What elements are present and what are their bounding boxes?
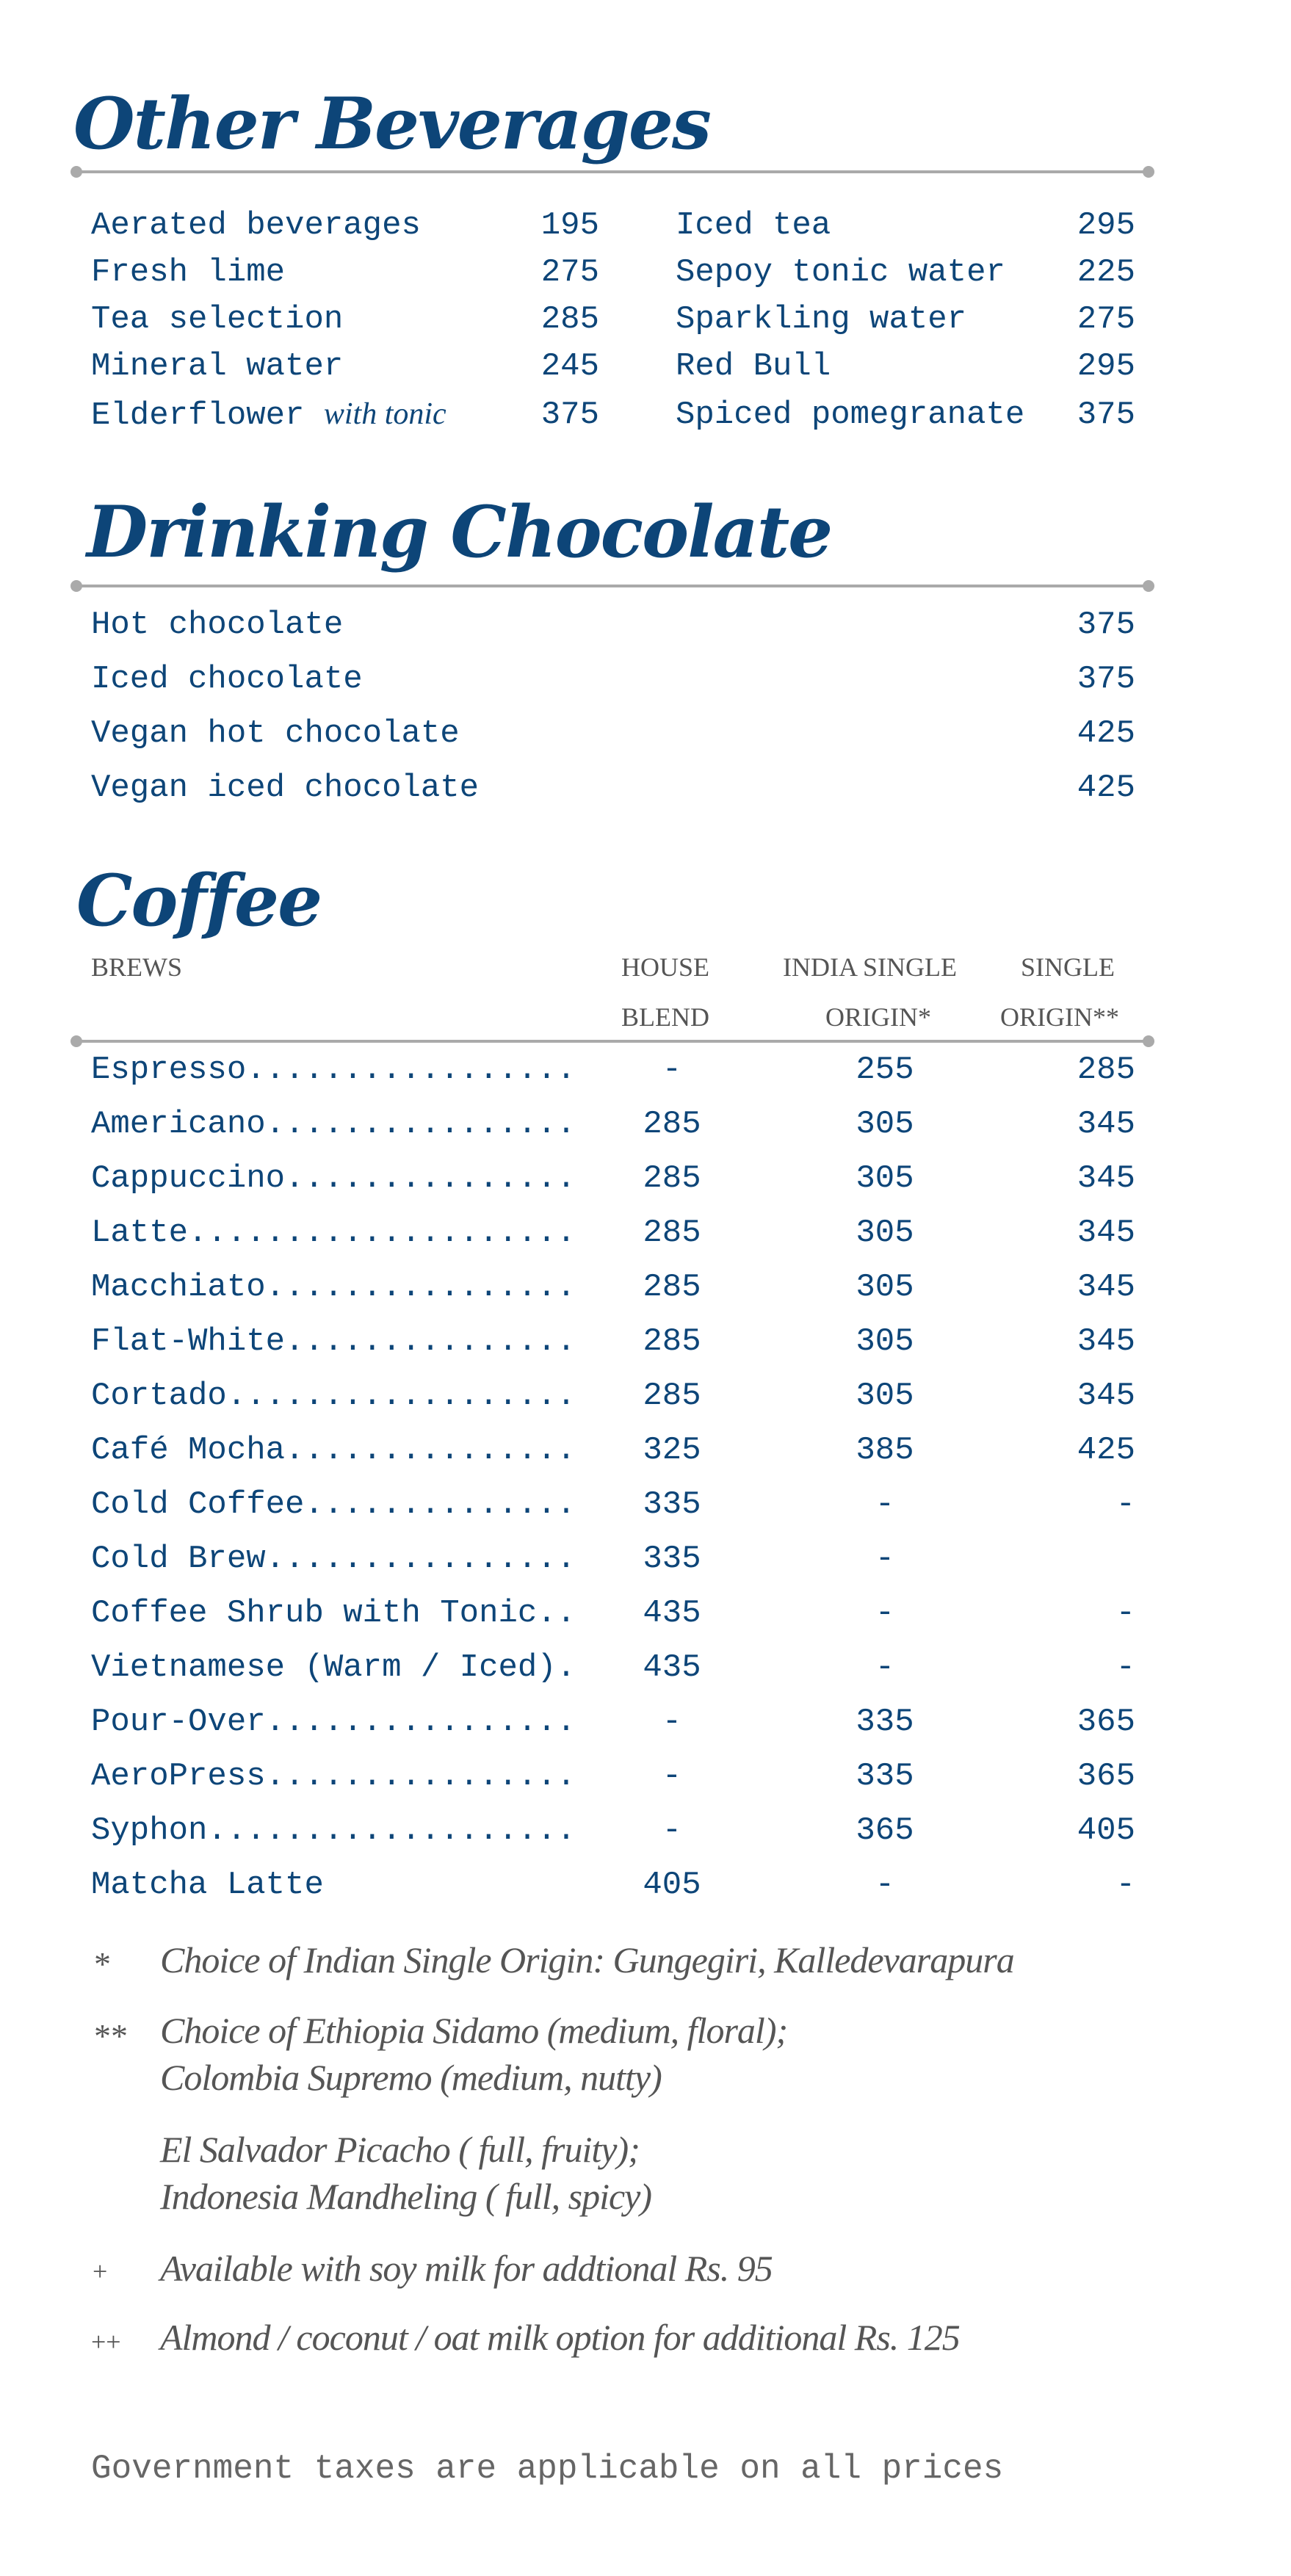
other-beverages-rule — [76, 170, 1149, 173]
coffee-price-house: 325 — [643, 1432, 701, 1469]
coffee-price-house: - — [662, 1052, 682, 1088]
coffee-price-india: 385 — [856, 1432, 914, 1469]
beverage-item-name: Sparkling water — [676, 301, 967, 338]
note-3-mark: + — [93, 2257, 108, 2286]
drinking-chocolate-title: Drinking Chocolate — [87, 491, 832, 574]
col-header-house-1: HOUSE — [621, 952, 710, 982]
col-header-brews: BREWS — [91, 952, 183, 982]
coffee-item-name: Latte.................... — [91, 1215, 576, 1251]
beverage-item-name: Sepoy tonic water — [676, 254, 1005, 291]
coffee-item-name: Vietnamese (Warm / Iced). — [91, 1649, 576, 1686]
coffee-price-house: 435 — [643, 1595, 701, 1632]
coffee-price-house: 335 — [643, 1486, 701, 1523]
coffee-item-name: Cortado.................. — [91, 1378, 576, 1414]
other-beverages-title: Other Beverages — [73, 82, 710, 165]
coffee-price-single: 365 — [1077, 1758, 1135, 1795]
coffee-item-name: Americano................ — [91, 1106, 576, 1143]
coffee-price-house: 285 — [643, 1269, 701, 1306]
chocolate-item-name: Vegan iced chocolate — [91, 770, 480, 806]
coffee-price-india: 305 — [856, 1215, 914, 1251]
coffee-item-name: Coffee Shrub with Tonic.. — [91, 1595, 576, 1632]
coffee-price-single: - — [1115, 1867, 1135, 1903]
chocolate-item-name: Iced chocolate — [91, 661, 363, 698]
chocolate-price: 375 — [1077, 607, 1135, 643]
coffee-price-single: 345 — [1077, 1160, 1135, 1197]
coffee-price-house: - — [662, 1704, 682, 1740]
note-2-line-1: Choice of Ethiopia Sidamo (medium, floral); — [160, 2010, 788, 2051]
note-2-mark: ** — [94, 2017, 128, 2055]
coffee-price-india: 305 — [856, 1269, 914, 1306]
coffee-price-house: 285 — [643, 1106, 701, 1143]
coffee-price-single: 345 — [1077, 1378, 1135, 1414]
coffee-price-india: - — [875, 1486, 895, 1523]
beverage-qualifier: with tonic — [323, 397, 446, 431]
col-header-india-2: ORIGIN* — [825, 1002, 931, 1032]
note-4-text: Almond / coconut / oat milk option for additional Rs. 125 — [160, 2317, 960, 2358]
coffee-price-single: 345 — [1077, 1323, 1135, 1360]
coffee-item-name: Cold Brew................ — [91, 1541, 576, 1577]
coffee-price-india: 335 — [856, 1758, 914, 1795]
coffee-price-single: - — [1115, 1486, 1135, 1523]
note-1-text: Choice of Indian Single Origin: Gungegiri, Kalledevarapura — [160, 1939, 1014, 1980]
col-header-single-2: ORIGIN** — [1000, 1002, 1119, 1032]
beverage-item — [91, 397, 446, 434]
chocolate-item-name: Vegan hot chocolate — [91, 715, 460, 752]
coffee-price-single: 405 — [1077, 1812, 1135, 1849]
coffee-price-single: 285 — [1077, 1052, 1135, 1088]
col-header-india-1: INDIA SINGLE — [783, 952, 957, 982]
coffee-price-single: 345 — [1077, 1106, 1135, 1143]
coffee-item-name: Café Mocha............... — [91, 1432, 576, 1469]
coffee-price-single: 345 — [1077, 1269, 1135, 1306]
coffee-item-name: Cappuccino............... — [91, 1160, 576, 1197]
coffee-item-name: Pour-Over................ — [91, 1704, 576, 1740]
beverage-price: 295 — [1077, 348, 1135, 385]
beverage-price: 225 — [1077, 254, 1135, 291]
beverage-price: 195 — [540, 207, 599, 244]
beverage-price: 275 — [540, 254, 599, 291]
note-3-text: Available with soy milk for addtional Rs. 95 — [160, 2248, 773, 2289]
coffee-item-name: Syphon................... — [91, 1812, 576, 1849]
coffee-title: Coffee — [76, 859, 322, 942]
beverage-price: 285 — [540, 301, 599, 338]
coffee-price-house: 405 — [643, 1867, 701, 1903]
beverage-name: Mineral water — [91, 348, 344, 385]
coffee-price-single: 425 — [1077, 1432, 1135, 1469]
coffee-price-house: 335 — [643, 1541, 701, 1577]
coffee-price-india: - — [875, 1541, 895, 1577]
coffee-price-house: 285 — [643, 1160, 701, 1197]
coffee-rule — [76, 1040, 1149, 1043]
chocolate-item-name: Hot chocolate — [91, 607, 344, 643]
coffee-price-india: - — [875, 1649, 895, 1686]
chocolate-price: 425 — [1077, 770, 1135, 806]
beverage-item — [91, 301, 343, 338]
coffee-price-house: - — [662, 1812, 682, 1849]
coffee-price-single: 365 — [1077, 1704, 1135, 1740]
coffee-price-single: - — [1115, 1595, 1135, 1632]
coffee-item-name: Cold Coffee.............. — [91, 1486, 576, 1523]
coffee-price-india: 305 — [856, 1323, 914, 1360]
beverage-price: 245 — [540, 348, 599, 385]
coffee-item-name: Macchiato................ — [91, 1269, 576, 1306]
coffee-price-india: - — [875, 1867, 895, 1903]
coffee-price-single: 345 — [1077, 1215, 1135, 1251]
coffee-price-india: 335 — [856, 1704, 914, 1740]
coffee-item-name: Espresso................. — [91, 1052, 576, 1088]
drinking-chocolate-rule — [76, 585, 1149, 587]
beverage-item — [91, 207, 421, 244]
coffee-price-house: - — [662, 1758, 682, 1795]
coffee-price-house: 285 — [643, 1323, 701, 1360]
note-2-line-4: Indonesia Mandheling ( full, spicy) — [160, 2176, 652, 2217]
coffee-price-india: 255 — [856, 1052, 914, 1088]
beverage-item — [91, 348, 343, 385]
beverage-item-name: Spiced pomegranate — [676, 397, 1025, 433]
coffee-price-india: 305 — [856, 1378, 914, 1414]
col-header-house-2: BLEND — [621, 1002, 709, 1032]
note-1-mark: * — [94, 1945, 111, 1983]
note-2-line-3: El Salvador Picacho ( full, fruity); — [160, 2129, 640, 2170]
coffee-item-name: Flat-White............... — [91, 1323, 576, 1360]
beverage-price: 275 — [1077, 301, 1135, 338]
beverage-price: 295 — [1077, 207, 1135, 244]
beverage-name: Elderflower — [91, 397, 324, 434]
coffee-price-india: - — [875, 1595, 895, 1632]
beverage-price: 375 — [540, 397, 599, 433]
beverage-price: 375 — [1077, 397, 1135, 433]
coffee-price-india: 365 — [856, 1812, 914, 1849]
chocolate-price: 375 — [1077, 661, 1135, 698]
note-2-line-2: Colombia Supremo (medium, nutty) — [160, 2057, 662, 2098]
coffee-price-single: - — [1115, 1649, 1135, 1686]
beverage-name: Tea selection — [91, 301, 344, 338]
coffee-item-name: AeroPress................ — [91, 1758, 576, 1795]
coffee-item-name: Matcha Latte — [91, 1867, 324, 1903]
tax-footer: Government taxes are applicable on all prices — [91, 2450, 1004, 2488]
coffee-price-house: 435 — [643, 1649, 701, 1686]
beverage-item-name: Red Bull — [676, 348, 831, 385]
col-header-single-1: SINGLE — [1021, 952, 1115, 982]
coffee-price-india: 305 — [856, 1160, 914, 1197]
coffee-price-india: 305 — [856, 1106, 914, 1143]
chocolate-price: 425 — [1077, 715, 1135, 752]
beverage-item — [91, 254, 285, 291]
beverage-item-name: Iced tea — [676, 207, 831, 244]
coffee-price-house: 285 — [643, 1378, 701, 1414]
beverage-name: Fresh lime — [91, 254, 286, 291]
note-4-mark: ++ — [91, 2327, 121, 2356]
beverage-name: Aerated beverages — [91, 207, 421, 244]
coffee-price-house: 285 — [643, 1215, 701, 1251]
